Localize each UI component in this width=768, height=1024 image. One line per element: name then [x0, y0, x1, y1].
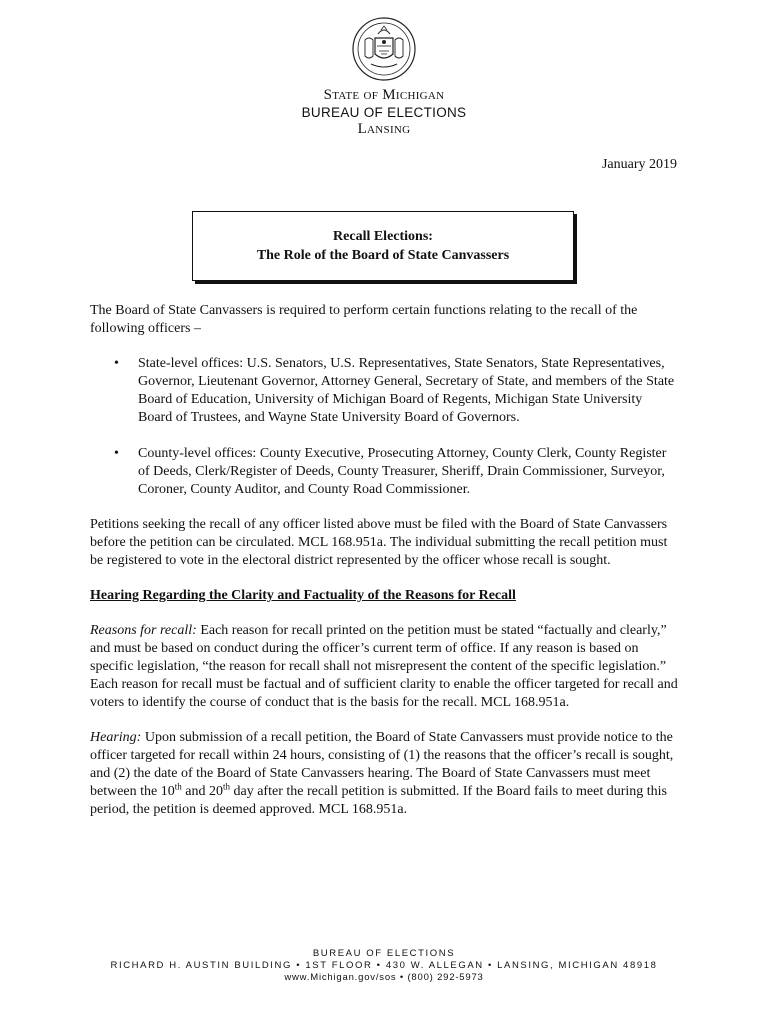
document-date: January 2019	[601, 157, 677, 172]
footer-contact: www.Michigan.gov/sos • (800) 292-5973	[284, 972, 484, 983]
list-item	[90, 355, 678, 427]
title-line-2: The Role of the Board of State Canvassers	[256, 248, 510, 263]
state-seal-icon	[351, 16, 417, 82]
reasons-paragraph	[90, 622, 678, 712]
intro-paragraph: The Board of State Canvassers is required to perform certain functions relating to the recall of the following officers –	[90, 303, 638, 336]
ordinal-suffix: th	[174, 781, 182, 792]
hearing-text-c: day after the recall petition is submitted. If the Board fails to meet during this period, the petition is deemed approved. MCL 168.951a.	[90, 784, 667, 817]
hearing-label: Hearing:	[90, 730, 142, 745]
list-item-text: County-level offices: County Executive, Prosecuting Attorney, County Clerk, County Register of Deeds, Clerk/Register of Deeds, County Treasurer, Sheriff, Drain Commissioner, Surveyor, Coroner, County Auditor, and County Road Commissioner.	[138, 446, 667, 497]
officer-list	[90, 355, 678, 499]
title-box	[192, 211, 574, 281]
bullet-icon: •	[114, 446, 119, 461]
section-heading: Hearing Regarding the Clarity and Factuality of the Reasons for Recall	[90, 588, 516, 603]
ordinal-suffix: th	[222, 781, 230, 792]
bullet-icon: •	[114, 356, 119, 371]
reasons-text: Each reason for recall printed on the petition must be stated “factually and clearly,” and must be based on conduct during the officer’s current term of office. If any reason is based on specific legislation, “the reason for recall shall not misrepresent the content of the specific legislation.” Each reason for recall must be factual and of sufficient clarity to enable the officer targeted for recall and voters to identify the course of conduct that is the basis for the recall. MCL 168.951a.	[90, 623, 678, 710]
letterhead-bureau: BUREAU OF ELECTIONS	[301, 105, 467, 120]
letterhead	[0, 87, 768, 138]
hearing-text-b: and 20	[181, 784, 223, 799]
reasons-label: Reasons for recall:	[90, 623, 197, 638]
letterhead-city: Lansing	[357, 121, 411, 137]
list-item-text: State-level offices: U.S. Senators, U.S. Representatives, State Senators, State Representatives, Governor, Lieutenant Governor, Attorney General, Secretary of State, and members of the State Board of Education, University of Michigan Board of Regents, Michigan State University Board of Trustees, and Wayne State University Board of Governors.	[138, 356, 675, 425]
document-body	[90, 302, 678, 836]
list-item	[90, 445, 678, 499]
footer-bureau: BUREAU OF ELECTIONS	[312, 948, 456, 959]
hearing-text-a: Upon submission of a recall petition, the Board of State Canvassers must provide notice to the officer targeted for recall within 24 hours, consisting of (1) the reasons that the officer’s recall is sought, and (2) the date of the Board of State Canvassers hearing. The Board of State Canvassers must meet between the 10	[90, 730, 674, 799]
footer-address: RICHARD H. AUSTIN BUILDING • 1ST FLOOR • 430 W. ALLEGAN • LANSING, MICHIGAN 48918	[110, 960, 658, 971]
footer	[0, 948, 768, 984]
title-line-1: Recall Elections:	[333, 229, 433, 244]
letterhead-state: State of Michigan	[323, 87, 445, 103]
petitions-paragraph: Petitions seeking the recall of any officer listed above must be filed with the Board of State Canvassers before the petition can be circulated. MCL 168.951a. The individual submitting the recall petition must be registered to vote in the electoral district represented by the officer whose recall is sought.	[90, 517, 668, 568]
hearing-paragraph	[90, 729, 678, 819]
